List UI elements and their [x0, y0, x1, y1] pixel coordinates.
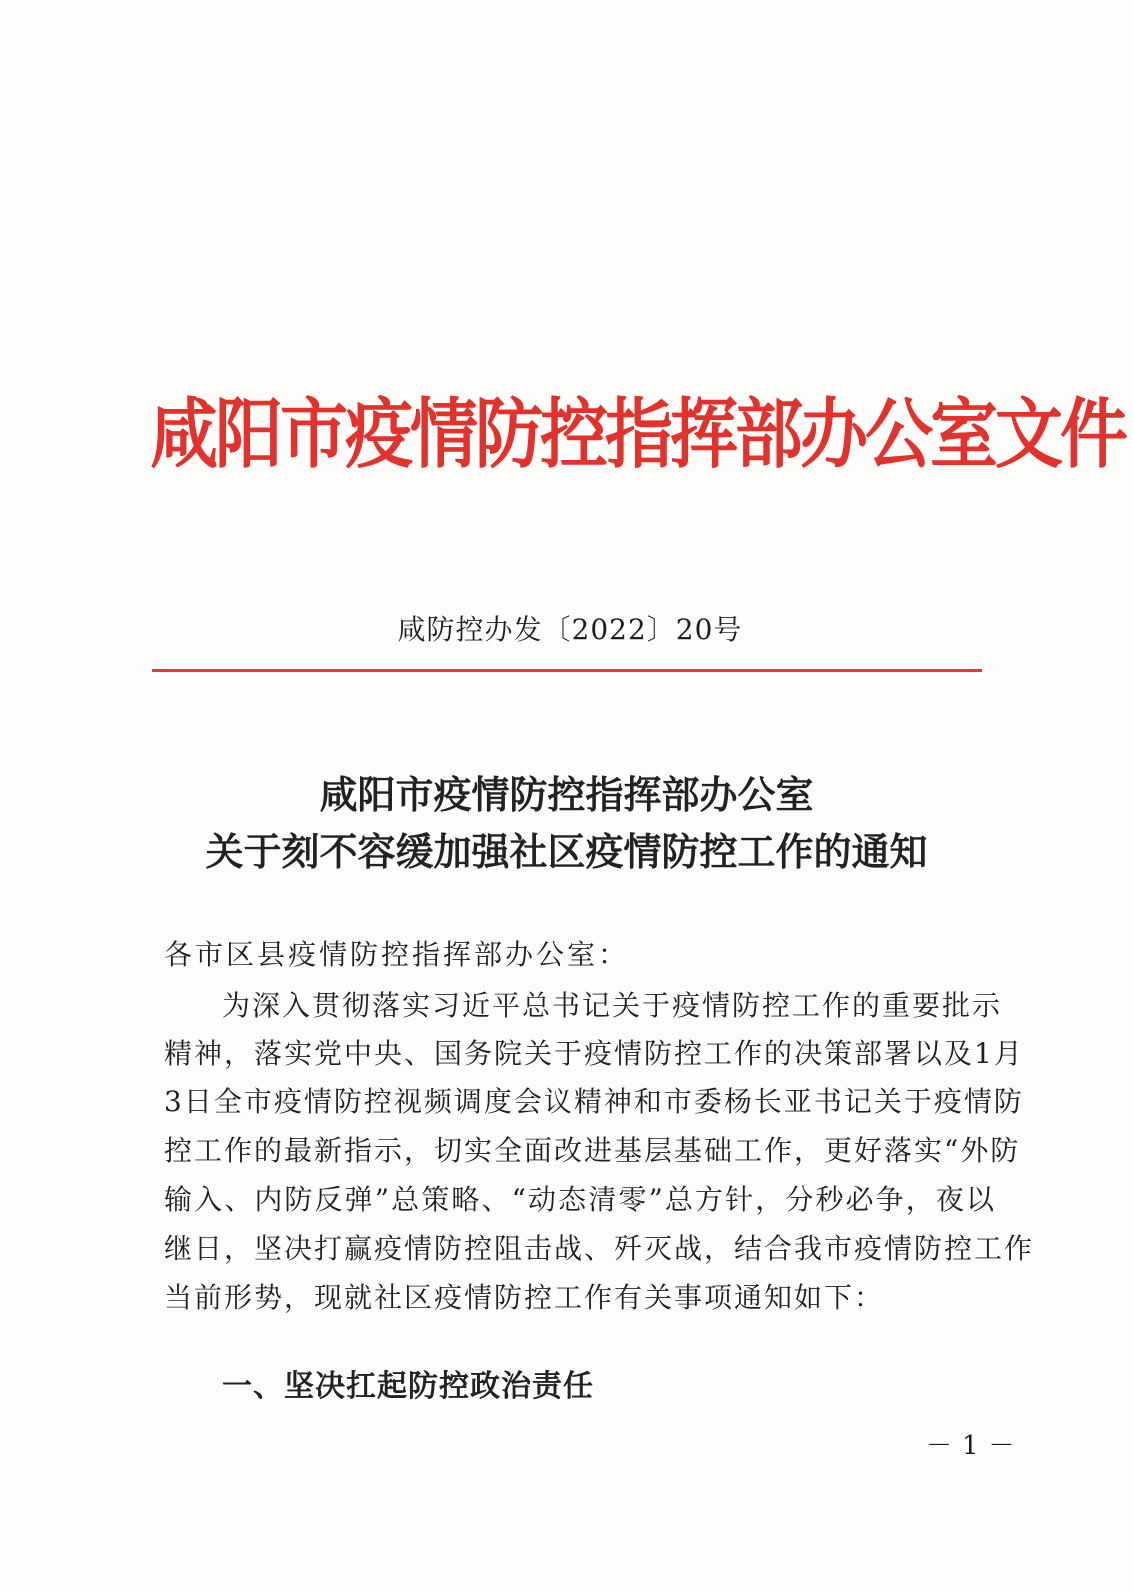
body-paragraph-line: 控工作的最新指示，切实全面改进基层基础工作，更好落实“外防: [164, 1134, 1021, 1167]
red-divider-line: [152, 669, 982, 672]
page-number: －1－: [926, 1431, 1025, 1461]
body-paragraph-line: 当前形势，现就社区疫情防控工作有关事项通知如下：: [164, 1281, 885, 1314]
body-paragraph-line: 3日全市疫情防控视频调度会议精神和市委杨长亚书记关于疫情防: [164, 1085, 1024, 1118]
body-paragraph-line: 继日，坚决打赢疫情防控阻击战、歼灭战，结合我市疫情防控工作: [164, 1232, 1035, 1265]
notice-title-line-2: 关于刻不容缓加强社区疫情防控工作的通知: [205, 830, 928, 874]
addressee-line: 各市区县疫情防控指挥部办公室：: [164, 938, 630, 971]
document-number: 咸防控办发〔2022〕20号: [397, 613, 743, 646]
body-paragraph-line: 为深入贯彻落实习近平总书记关于疫情防控工作的重要批示: [222, 989, 1003, 1022]
notice-title-line-1: 咸阳市疫情防控指挥部办公室: [319, 773, 814, 817]
issuing-office-header: 咸阳市疫情防控指挥部办公室文件: [150, 391, 1126, 480]
section-heading: 一、坚决扛起防控政治责任: [222, 1369, 594, 1404]
body-paragraph-line: 输入、内防反弹”总策略、“动态清零”总方针，分秒必争，夜以: [164, 1183, 996, 1216]
body-paragraph-line: 精神，落实党中央、国务院关于疫情防控工作的决策部署以及1月: [164, 1037, 1024, 1070]
